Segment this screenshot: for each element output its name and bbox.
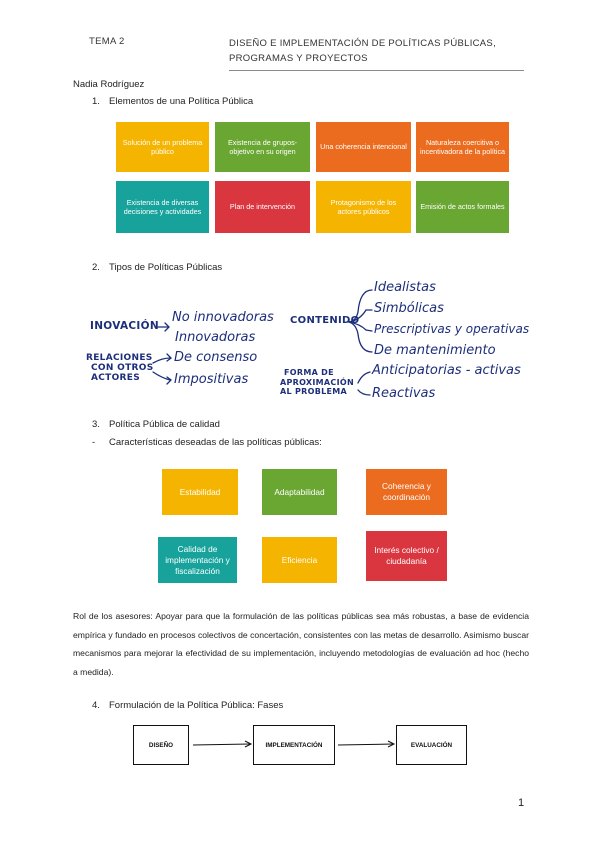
type-item: Anticipatorias - activas [372,363,521,378]
group-label-contenido: CONTENIDO [290,315,360,326]
section-title: Política Pública de calidad [109,419,220,430]
element-box: Plan de intervención [215,181,310,233]
section-title: Tipos de Políticas Públicas [109,262,223,273]
author-name: Nadia Rodríguez [73,79,145,90]
group-label-line: CON OTROS [91,363,154,373]
type-item: No innovadoras [172,310,274,325]
group-label-line: ACTORES [91,373,141,383]
group-label-innovacion: INOVACIÓN [90,320,159,332]
element-box: Solución de un problema público [116,122,209,172]
bullet-dash: - [92,437,96,448]
quality-box: Coherencia y coordinación [366,469,447,515]
phase-arrow [338,744,393,745]
header-title-line-2: PROGRAMAS Y PROYECTOS [229,53,368,64]
header-title-line-1: DISEÑO E IMPLEMENTACIÓN DE POLÍTICAS PÚBLICAS, [229,38,497,49]
group-label-line: APROXIMACIÓN [280,377,354,387]
quality-box: Calidad de implementación y fiscalización [158,537,237,583]
header-topic: TEMA 2 [89,36,125,47]
quality-box: Adaptabilidad [262,469,337,515]
group-label-line: AL PROBLEMA [280,387,348,396]
type-item: Prescriptivas y operativas [374,322,530,336]
type-item: De consenso [174,350,258,365]
section-number: 4. [92,700,100,711]
page-number: 1 [518,797,525,809]
element-box: Protagonismo de los actores públicos [316,181,411,233]
type-item: Simbólicas [374,301,444,316]
type-item: De mantenimiento [374,343,496,358]
section-number: 2. [92,262,100,273]
type-item: Impositivas [174,372,249,387]
subheading-text: Características deseadas de las políticas públicas: [109,437,322,448]
quality-box: Eficiencia [262,537,337,583]
phase-box-implementacion: IMPLEMENTACIÓN [253,725,335,765]
type-item: Innovadoras [175,330,256,345]
section-title: Elementos de una Política Pública [109,96,254,107]
phase-box-evaluacion: EVALUACIÓN [396,725,467,765]
section-title: Formulación de la Política Pública: Fases [109,700,284,711]
section-number: 3. [92,419,100,430]
advisors-paragraph: Rol de los asesores: Apoyar para que la formulación de las políticas públicas sea más robustas, a base de evidencia empírica y fundado en procesos colectivos de concertación, consistentes con las metas de desarrollo. Asimismo buscar mecanismos para mejorar la efectividad de su implementación, incluyendo metodologías de evaluación ad hoc (hecho a medida). [73,611,529,677]
phase-arrow [193,744,250,745]
element-box: Una coherencia intencional [316,122,411,172]
element-box: Existencia de grupos-objetivo en su origen [215,122,310,172]
type-item: Idealistas [374,280,436,295]
section-number: 1. [92,96,100,107]
element-box: Emisión de actos formales [416,181,509,233]
quality-box: Estabilidad [162,469,238,515]
group-label-line: RELACIONES [86,353,153,363]
element-box: Existencia de diversas decisiones y actividades [116,181,209,233]
group-label-line: FORMA DE [284,368,334,377]
element-box: Naturaleza coercitiva o incentivadora de la política [416,122,509,172]
quality-box: Interés colectivo / ciudadanía [366,531,447,581]
type-item: Reactivas [372,386,436,401]
phase-box-diseno: DISEÑO [133,725,189,765]
